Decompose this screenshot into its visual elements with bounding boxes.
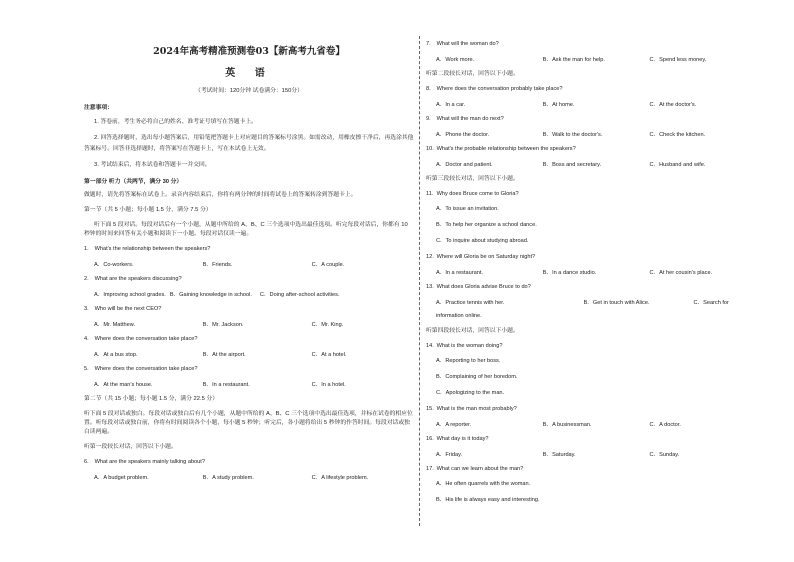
left-column [84, 40, 414, 488]
option-c[interactable]: C．A couple. [311, 262, 345, 268]
option-b[interactable]: B．In a restaurant. [202, 382, 250, 388]
question-number: 14. [426, 343, 434, 349]
option-b[interactable]: B．Walk to the doctor's. [542, 132, 603, 138]
question-text: What's the probable relationship between the speakers? [436, 146, 576, 152]
option-a[interactable]: A．In a restaurant. [436, 270, 483, 276]
option-c[interactable]: C．A lifestyle problem. [311, 475, 369, 481]
option-a[interactable]: A．Work more. [436, 57, 475, 63]
listen-note-4: 听第四段较长对话，回答以下小题。 [426, 328, 519, 334]
option-c[interactable]: C．Check the kitchen. [649, 132, 706, 138]
option-a[interactable]: A．To issue an invitation. [436, 206, 499, 212]
option-b[interactable]: B．At home. [542, 102, 575, 108]
listen-note-1: 听第一段较长对话，回答以下小题。 [84, 444, 177, 450]
option-a[interactable]: A．Mr. Matthew. [94, 322, 136, 328]
option-a[interactable]: A．A budget problem. [94, 475, 149, 481]
question-9 [426, 115, 750, 138]
question-text: What will the man do next? [436, 116, 504, 122]
question-number: 11. [426, 191, 434, 197]
question-text: What day is it today? [436, 436, 489, 442]
question-number: 6. [84, 459, 89, 465]
option-c[interactable]: C．Search for [693, 300, 729, 306]
option-c[interactable]: C．Husband and wife. [649, 162, 706, 168]
listen-note-2: 听第二段较长对话，回答以下小题。 [426, 71, 519, 77]
question-number: 12. [426, 254, 434, 260]
question-number: 13. [426, 284, 434, 290]
question-11 [426, 190, 750, 245]
option-c[interactable]: C．To inquire about studying abroad. [436, 238, 529, 244]
notice-item-3: 3. 考试结束后，将本试卷和答题卡一并交回。 [94, 162, 211, 168]
question-12 [426, 253, 750, 276]
option-c[interactable]: C．Doing after-school activities. [259, 292, 340, 298]
question-3 [84, 305, 414, 328]
right-column [426, 40, 750, 512]
option-a[interactable]: A．Improving school grades. [94, 292, 166, 298]
section2-directions: 听下面 5 段对话或独白。每段对话或独白后有几个小题，从题中所给的 A、B、C 三个选项中选出最佳选项，并标在试卷的相应位置。听每段对话或独白前，你将有时间阅读各个小题，每小题 5 秒钟；听完后，各小题将给出 5 秒钟的作答时间。每段对话或独白读两遍。 [84, 411, 413, 435]
option-c[interactable]: C．At her cousin's place. [649, 270, 713, 276]
question-13 [426, 283, 750, 319]
question-text: What are the speakers mainly talking about? [94, 459, 205, 465]
question-number: 9. [426, 116, 431, 122]
option-c[interactable]: C．At the doctor's. [649, 102, 697, 108]
option-b[interactable]: B．Boss and secretary. [542, 162, 602, 168]
option-b[interactable]: B．Get in touch with Alice. [583, 300, 650, 306]
question-number: 2. [84, 276, 89, 282]
option-b[interactable]: B．At the airport. [202, 352, 246, 358]
question-text: What is the woman doing? [436, 343, 503, 349]
option-b[interactable]: B．Ask the man for help. [542, 57, 605, 63]
question-14 [426, 342, 750, 397]
question-text: Who will be the next CEO? [94, 306, 162, 312]
question-number: 10. [426, 146, 434, 152]
option-a[interactable]: A．He often quarrels with the woman. [436, 481, 531, 487]
option-c[interactable]: C．Apologizing to the man. [436, 390, 505, 396]
section1-title: 第一节（共 5 小题；每小题 1.5 分，满分 7.5 分） [84, 207, 212, 213]
section2-title: 第二节（共 15 小题；每小题 1.5 分，满分 22.5 分） [84, 396, 218, 402]
question-number: 1. [84, 246, 89, 252]
option-a[interactable]: A．Reporting to her boss. [436, 358, 501, 364]
question-5 [84, 365, 414, 388]
option-b[interactable]: B．Complaining of her boredom. [436, 374, 518, 380]
question-10 [426, 145, 750, 168]
option-b[interactable]: B．A study problem. [202, 475, 254, 481]
question-text: Where does the conversation take place? [94, 366, 198, 372]
option-b[interactable]: B．A businessman. [542, 422, 592, 428]
listen-note-3: 听第三段较长对话，回答以下小题。 [426, 176, 519, 182]
question-text: Where does the conversation take place? [94, 336, 198, 342]
option-a[interactable]: A．At a bus stop. [94, 352, 138, 358]
option-a[interactable]: A．Doctor and patient. [436, 162, 493, 168]
option-c[interactable]: C．At a hotel. [311, 352, 347, 358]
question-2 [84, 275, 414, 298]
question-text: What will the woman do? [436, 41, 499, 47]
part1-heading: 第一部分 听力（共两节，满分 30 分） [84, 179, 183, 185]
option-a[interactable]: A．Friday. [436, 452, 463, 458]
question-number: 17. [426, 466, 434, 472]
question-1 [84, 245, 414, 268]
question-text: Where will Gloria be on Saturday night? [436, 254, 536, 260]
option-b[interactable]: B．To help her organize a school dance. [436, 222, 537, 228]
exam-title: 2024年高考精准预测卷03【新高考九省卷】 [153, 46, 345, 57]
option-c[interactable]: C．Sunday. [649, 452, 680, 458]
question-text: Where does the conversation probably take place? [436, 86, 563, 92]
question-4 [84, 335, 414, 358]
part1-instructions: 做题时，请先将答案标在试卷上。录音内容结束后，你将有两分钟的时间将试卷上的答案转涂到答题卡上。 [84, 192, 357, 198]
option-b[interactable]: B．In a dance studio. [542, 270, 597, 276]
question-15 [426, 405, 750, 428]
option-a[interactable]: A．Phone the doctor. [436, 132, 490, 138]
question-8 [426, 85, 750, 108]
question-text: What's the relationship between the speakers? [94, 246, 211, 252]
question-16 [426, 435, 750, 458]
question-text: What are the speakers discussing? [94, 276, 182, 282]
option-a[interactable]: A．Co-workers. [94, 262, 134, 268]
notice-item-2: 2. 回答选择题时，选出每小题答案后，用铅笔把答题卡上对应题目的答案标号涂黑。如需改动，用橡皮擦干净后，再选涂其他答案标号。回答非选择题时，将答案写在答题卡上，写在本试卷上无效。 [84, 135, 414, 152]
question-number: 7. [426, 41, 431, 47]
option-a[interactable]: A．Practice tennis with her. [436, 300, 505, 306]
question-17 [426, 465, 750, 504]
column-divider [419, 36, 420, 526]
exam-info: （考试时间：120分钟 试卷满分：150分） [195, 88, 303, 94]
option-b[interactable]: B．His life is always easy and interesting. [436, 497, 540, 503]
option-b[interactable]: B．Saturday. [542, 452, 576, 458]
question-6 [84, 458, 414, 481]
question-text: What is the man most probably? [436, 406, 517, 412]
option-b[interactable]: B．Mr. Jackson. [202, 322, 244, 328]
subject-title: 英 语 [225, 68, 273, 79]
question-number: 15. [426, 406, 434, 412]
notice-item-1: 1. 答卷前，考生务必将自己的姓名、准考证号填写在答题卡上。 [94, 119, 257, 125]
option-a[interactable]: A．A reporter. [436, 422, 472, 428]
question-7 [426, 40, 750, 63]
option-c[interactable]: C．Spend less money. [649, 57, 707, 63]
option-a[interactable]: A．In a car. [436, 102, 466, 108]
option-c[interactable]: C．In a hotel. [311, 382, 346, 388]
option-c-continuation: information online. [436, 313, 482, 319]
notice-heading: 注意事项： [84, 105, 113, 111]
option-a[interactable]: A．At the man's house. [94, 382, 153, 388]
option-c[interactable]: C．Mr. King. [311, 322, 344, 328]
question-number: 4. [84, 336, 89, 342]
option-c[interactable]: C．A doctor. [649, 422, 681, 428]
question-number: 5. [84, 366, 89, 372]
option-b[interactable]: B．Friends. [202, 262, 233, 268]
question-number: 8. [426, 86, 431, 92]
question-text: Why does Bruce come to Gloria? [436, 191, 519, 197]
question-number: 16. [426, 436, 434, 442]
option-b[interactable]: B．Gaining knowledge in school. [169, 292, 252, 298]
question-number: 3. [84, 306, 89, 312]
question-text: What does Gloria advise Bruce to do? [436, 284, 531, 290]
section1-directions: 听下面 5 段对话。每段对话后有一个小题，从题中所给的 A、B、C 三个选项中选出最佳选项。听完每段对话后，你都有 10 秒钟的时间来回答有关小题和阅读下一小题。每段对话仅读一遍。 [84, 222, 408, 237]
question-text: What can we learn about the man? [436, 466, 524, 472]
